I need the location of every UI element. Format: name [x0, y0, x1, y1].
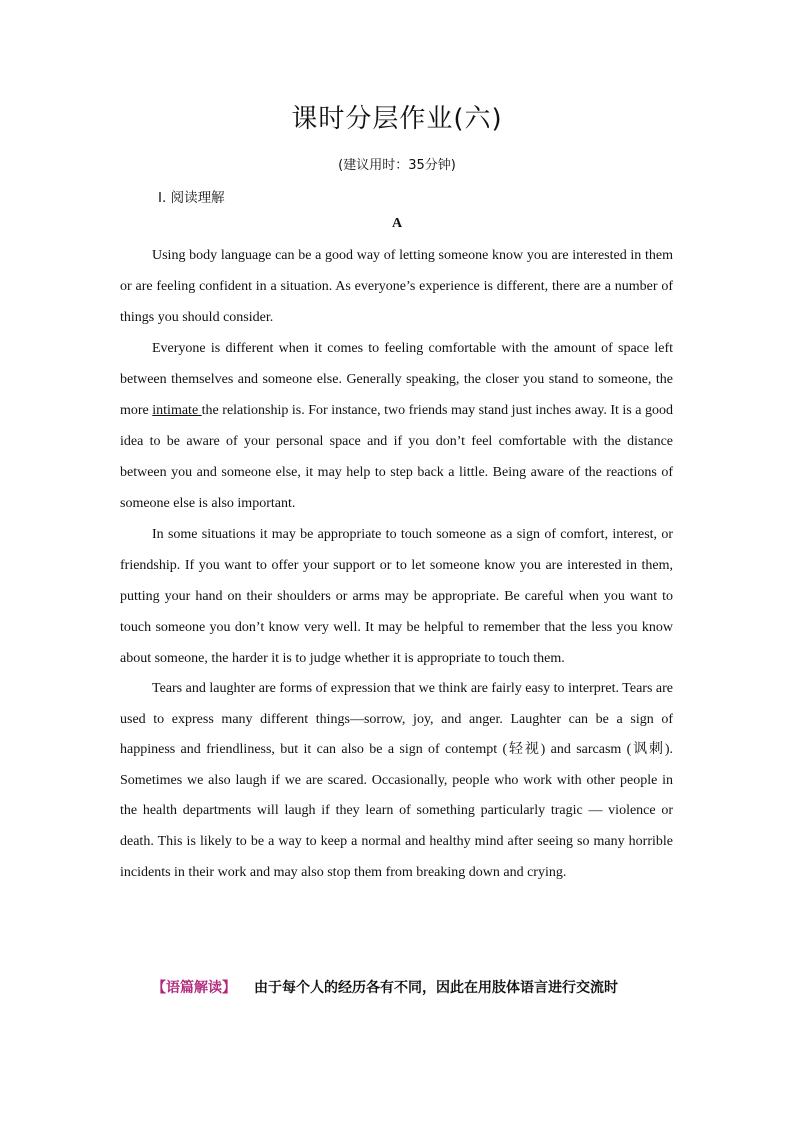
- paragraph-4: Tears and laughter are forms of expression that we think are fairly easy to interpret. Tears are used to express many different things—sorrow, joy, and anger. Laughter can be a sign of happiness and friendliness, but it can also be a sign of contempt (轻视) and sarcasm (讽刺). Sometimes we also laugh if we are scared. Occasionally, people who work with other people in the health departments will laugh if they learn of something particularly tragic — violence or death. This is likely to be a way to keep a normal and healthy mind after seeing so many horrible incidents in their work and may also stop them from breaking down and crying.: [120, 681, 673, 880]
- reading-note-text: 由于每个人的经历各有不同，因此在用肢体语言进行交流时: [254, 980, 618, 996]
- section-heading: Ⅰ. 阅读理解: [158, 190, 225, 206]
- reading-note: [152, 977, 618, 997]
- suggested-time: (建议用时：35分钟): [338, 158, 456, 173]
- paragraph-2-end: the relationship is. For instance, two friends may stand just inches away. It is a good idea to be aware of your personal space and if you don’t feel comfortable with the distance between you and someone else, it may help to step back a little. Being aware of the reactions of someone else is also important.: [120, 403, 673, 511]
- passage-label: A: [391, 216, 403, 231]
- paragraph-3: In some situations it may be appropriate to touch someone as a sign of comfort, interest, or friendship. If you want to offer your support or to let someone know you are interested in them, putting your hand on their shoulders or arms may be appropriate. Be careful when you want to touch someone you don’t know very well. It may be helpful to remember that the less you know about someone, the harder it is to judge whether it is appropriate to touch them.: [120, 527, 673, 666]
- passage-body: [120, 240, 673, 888]
- paragraph-2: [120, 333, 673, 519]
- underlined-word: intimate: [152, 403, 202, 418]
- paragraph-1: Using body language can be a good way of letting someone know you are interested in them or are feeling confident in a situation. As everyone’s experience is different, there are a number of things you should consider.: [120, 248, 673, 325]
- paragraph-2-start: Everyone is different when it comes to feeling comfortable with the amount of space left between themselves and someone else. Generally speaking, the closer you stand to someone, the more: [120, 341, 673, 418]
- reading-note-tag: 【语篇解读】: [152, 980, 236, 996]
- page-title: 课时分层作业(六): [291, 104, 503, 134]
